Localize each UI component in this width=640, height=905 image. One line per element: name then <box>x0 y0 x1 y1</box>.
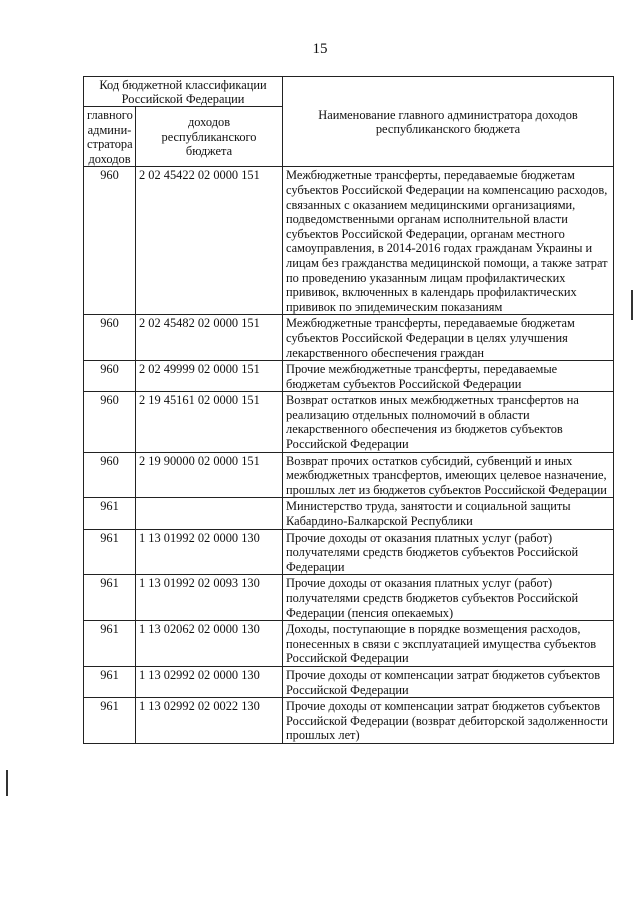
table-row <box>84 167 614 315</box>
scan-edge-mark <box>631 290 633 320</box>
revenue-name-cell: Прочие доходы от оказания платных услуг (работ) получателями средств бюджетов субъектов Российской Федерации (пенсия опекаемых) <box>283 575 614 621</box>
admin-code-cell: 961 <box>84 575 136 621</box>
table-row <box>84 361 614 392</box>
table-body <box>84 167 614 744</box>
revenue-name-cell: Возврат прочих остатков субсидий, субвенций и иных межбюджетных трансфертов, имеющих целевое назначение, прошлых лет из бюджетов субъектов Российской Федерации <box>283 452 614 498</box>
revenue-name-cell: Межбюджетные трансферты, передаваемые бюджетам субъектов Российской Федерации на компенсацию расходов, связанных с оказанием медицинскими организациями, подведомственными органам исполнительной власти субъектов Российской Федерации, органам местного самоуправления, в 2014-2016 годах гражданам Украины и лицам без гражданства медицинской помощи, а также затрат по проведению указанным лицам профилактических прививок, включенных в календарь профилактических прививок по эпидемическим показаниям <box>283 167 614 315</box>
table-row <box>84 575 614 621</box>
admin-code-cell: 961 <box>84 498 136 529</box>
table-row <box>84 392 614 452</box>
revenue-name-cell: Возврат остатков иных межбюджетных трансфертов на реализацию отдельных полномочий в области лекарственного обеспечения из бюджетов субъектов Российской Федерации <box>283 392 614 452</box>
admin-code-cell: 961 <box>84 666 136 697</box>
revenue-name-cell: Прочие доходы от оказания платных услуг (работ) получателями средств бюджетов субъектов Российской Федерации <box>283 529 614 575</box>
admin-code-cell: 960 <box>84 167 136 315</box>
revenue-code-cell: 2 02 49999 02 0000 151 <box>136 361 283 392</box>
table-row <box>84 452 614 498</box>
table-row <box>84 621 614 667</box>
header-main-administrator: главного админи-стратора доходов <box>84 107 136 167</box>
scan-edge-mark <box>6 770 8 796</box>
table-row <box>84 498 614 529</box>
table-row <box>84 698 614 744</box>
revenue-name-cell: Прочие межбюджетные трансферты, передаваемые бюджетам субъектов Российской Федерации <box>283 361 614 392</box>
revenue-code-cell: 1 13 02992 02 0022 130 <box>136 698 283 744</box>
revenue-code-cell: 2 02 45482 02 0000 151 <box>136 315 283 361</box>
revenue-code-cell: 1 13 01992 02 0000 130 <box>136 529 283 575</box>
admin-code-cell: 961 <box>84 621 136 667</box>
admin-code-cell: 961 <box>84 529 136 575</box>
header-administrator-name: Наименование главного администратора доходов республиканского бюджета <box>283 77 614 167</box>
budget-classification-table <box>83 76 614 744</box>
revenue-code-cell <box>136 498 283 529</box>
admin-code-cell: 960 <box>84 452 136 498</box>
revenue-name-cell: Доходы, поступающие в порядке возмещения расходов, понесенных в связи с эксплуатацией имущества субъектов Российской Федерации <box>283 621 614 667</box>
revenue-name-cell: Прочие доходы от компенсации затрат бюджетов субъектов Российской Федерации (возврат дебиторской задолженности прошлых лет) <box>283 698 614 744</box>
revenue-code-cell: 1 13 01992 02 0093 130 <box>136 575 283 621</box>
revenue-code-cell: 2 19 90000 02 0000 151 <box>136 452 283 498</box>
revenue-name-cell: Межбюджетные трансферты, передаваемые бюджетам субъектов Российской Федерации в целях улучшения лекарственного обеспечения граждан <box>283 315 614 361</box>
header-republican-revenue: доходов республиканского бюджета <box>136 107 283 167</box>
table-row <box>84 666 614 697</box>
revenue-code-cell: 2 02 45422 02 0000 151 <box>136 167 283 315</box>
admin-code-cell: 960 <box>84 392 136 452</box>
admin-code-cell: 960 <box>84 361 136 392</box>
page-number: 15 <box>312 41 328 57</box>
admin-code-cell: 960 <box>84 315 136 361</box>
revenue-code-cell: 1 13 02062 02 0000 130 <box>136 621 283 667</box>
admin-code-cell: 961 <box>84 698 136 744</box>
table-row <box>84 529 614 575</box>
revenue-name-cell: Прочие доходы от компенсации затрат бюджетов субъектов Российской Федерации <box>283 666 614 697</box>
revenue-name-cell: Министерство труда, занятости и социальной защиты Кабардино-Балкарской Республики <box>283 498 614 529</box>
header-budget-code-group: Код бюджетной классификации Российской Федерации <box>84 77 283 107</box>
revenue-code-cell: 2 19 45161 02 0000 151 <box>136 392 283 452</box>
table-row <box>84 315 614 361</box>
revenue-code-cell: 1 13 02992 02 0000 130 <box>136 666 283 697</box>
